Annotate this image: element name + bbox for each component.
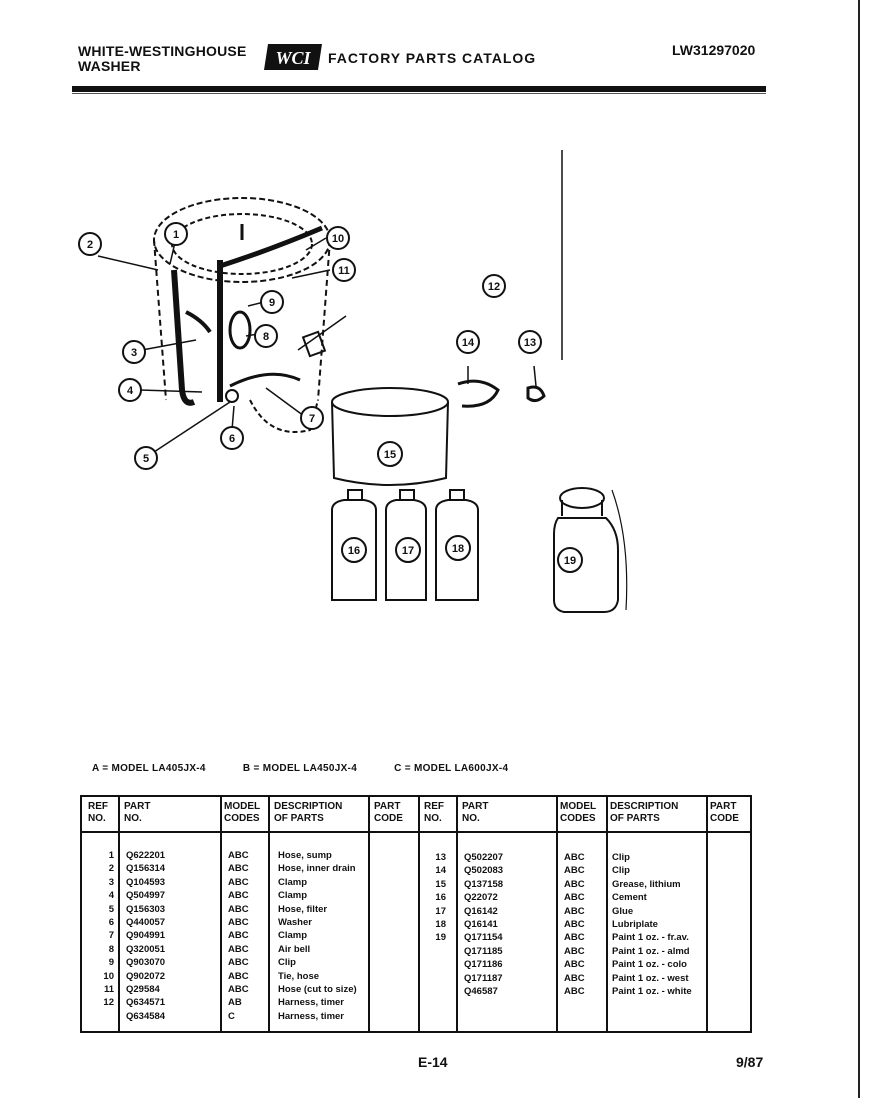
callout-16: 16 [347,545,361,557]
callout-6: 6 [228,433,236,445]
catalog-code: LW31297020 [672,42,756,58]
callout-15: 15 [383,449,397,461]
callout-4: 4 [126,385,134,397]
page-number: E-14 [418,1054,448,1070]
header-model-right: MODEL CODES [560,801,597,824]
callout-18: 18 [451,543,465,555]
part-column-left: Q622201 Q156314 Q104593 Q504997 Q156303 Q440057 Q904991 Q320051 Q903070 Q902072 Q29584 Q634571 Q634584 [126,850,166,1022]
callout-2: 2 [86,239,94,251]
header-code-right: PART CODE [710,801,739,824]
clip-part [458,381,498,406]
callout-5: 5 [142,453,150,465]
parts-diagram [70,140,670,620]
callout-10: 10 [331,233,345,245]
ref-column-left: 1 2 3 4 5 6 7 8 9 10 11 12 [103,850,114,1009]
header-ref-left: REF NO. [88,801,108,824]
logo-text: WCI [275,48,311,68]
header-model-left: MODEL CODES [224,801,261,824]
table-header-rule [82,831,750,833]
page-right-border [858,0,860,1098]
desc-column-left: Hose, sump Hose, inner drain Clamp Clamp Hose, filter Washer Clamp Air bell Clip Tie, hose Hose (cut to size) Harness, timer Harness, timer [278,850,357,1022]
model-column-right: ABC ABC ABC ABC ABC ABC ABC ABC ABC ABC ABC [564,852,585,998]
callout-7: 7 [308,413,316,425]
product-type: WASHER [78,58,141,74]
callout-11: 11 [338,265,350,277]
header-rule [72,86,766,92]
header-rule-thin [72,93,766,94]
model-b: B = MODEL LA450JX-4 [242,763,358,774]
callout-13: 13 [523,337,537,349]
callout-9: 9 [268,297,276,309]
desc-column-right: Clip Clip Grease, lithium Cement Glue Lubriplate Paint 1 oz. - fr.av. Paint 1 oz. - almd Paint 1 oz. - colo Paint 1 oz. - west Paint 1 oz. - white [612,852,692,998]
grease-can-lid [332,388,448,416]
catalog-date: 9/87 [736,1054,764,1070]
header-part-left: PART NO. [124,801,151,824]
air-bell [230,312,250,348]
callout-8: 8 [262,331,270,343]
callout-12: 12 [487,281,501,293]
sump-hose [174,270,194,403]
model-a: A = MODEL LA405JX-4 [92,763,206,774]
model-c: C = MODEL LA600JX-4 [394,763,509,774]
model-column-left: ABC ABC ABC ABC ABC ABC ABC ABC ABC ABC ABC AB C [228,850,249,1022]
header-desc-left: DESCRIPTION OF PARTS [274,801,343,824]
model-legend [92,763,542,774]
parts-table [80,795,752,1033]
callout-17: 17 [401,545,415,557]
part-column-right: Q502207 Q502083 Q137158 Q22072 Q16142 Q16141 Q171154 Q171185 Q171186 Q171187 Q46587 [464,852,504,998]
header-part-right: PART NO. [462,801,489,824]
catalog-title: FACTORY PARTS CATALOG [328,50,537,66]
callout-19: 19 [563,555,577,567]
brand-name: WHITE-WESTINGHOUSE [78,43,247,59]
ref-column-right: 13 14 15 16 17 18 19 [435,852,446,944]
header-code-left: PART CODE [374,801,403,824]
callout-1: 1 [172,229,180,241]
wci-logo [262,42,324,72]
header-desc-right: DESCRIPTION OF PARTS [610,801,679,824]
header-ref-right: REF NO. [424,801,444,824]
callout-3: 3 [130,347,138,359]
callout-14: 14 [461,337,475,349]
brand-block [78,44,246,74]
